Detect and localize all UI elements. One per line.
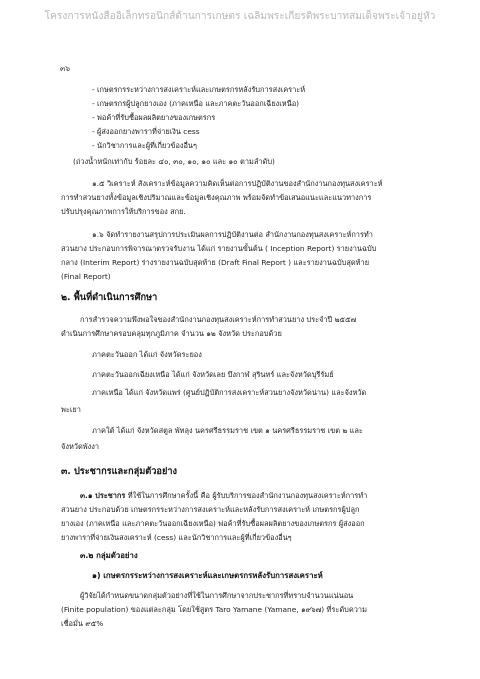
- paragraph-line: กลาง (Interim Report) ร่างรายงานฉบับสุดท้าย (Draft Final Report ) และรายงานฉบับสุดท้าย: [61, 258, 370, 267]
- paragraph-line: การสำรวจความพึงพอใจของสำนักงานกองทุนสงเคราะห์การทำสวนยาง ประจำปี ๒๕๕๗: [80, 315, 357, 324]
- paragraph-line: สวนยาง ประกอบด้วย เกษตรกรระหว่างการสงเคราะห์และหลังรับการสงเคราะห์ เกษตรกรผู้ปลูก: [61, 505, 360, 514]
- paragraph-line: สวนยาง ประกอบการพิจารณาตรวจรับงาน ได้แก่ รายงานขั้นต้น ( Inception Report) รายงานฉบับ: [61, 244, 377, 253]
- population-text: ที่ใช้ในการศึกษาครั้งนี้ คือ ผู้รับบริการของสำนักงานกองทุนสงเคราะห์การทำ: [125, 491, 368, 500]
- paragraph-line: ยางเอง (ภาคเหนือ และภาคตะวันออกเฉียงเหนือ) พ่อค้าที่รับซื้อผลผลิตยางของเกษตรกร ผู้ส่งออก: [61, 519, 365, 528]
- bullet-item: - เกษตรกรระหว่างการสงเคราะห์และเกษตรกรหลังรับการสงเคราะห์: [92, 85, 306, 94]
- bullet-item: - นักวิชาการและผู้ที่เกี่ยวข้องอื่นๆ: [92, 141, 197, 150]
- section-heading: ๓. ประชากรและกลุ่มตัวอย่าง: [61, 466, 177, 477]
- paragraph-line: (Finite population) ของแต่ละกลุ่ม โดยใช้สูตร Taro Yamane (Yamane, ๑๙๖๗) ที่ระดับความ: [61, 605, 367, 614]
- region-line: ภาคตะวันออกเฉียงเหนือ ได้แก่ จังหวัดเลย บึงกาฬ สุรินทร์ และจังหวัดบุรีรัมย์: [92, 370, 334, 379]
- region-line: ภาคเหนือ ได้แก่ จังหวัดแพร่ (ศูนย์ปฏิบัติการสงเคราะห์สวนยางจังหวัดน่าน) และจังหวัด: [92, 388, 367, 397]
- bullet-item: - ผู้ส่งออกยางพาราที่จ่ายเงิน cess: [92, 127, 200, 136]
- bullet-item: - พ่อค้าที่รับซื้อผลผลิตยางของเกษตรกร: [92, 113, 216, 122]
- subsection-heading: ๑) เกษตรกรระหว่างการสงเคราะห์และเกษตรกรหลังรับการสงเคราะห์: [92, 571, 323, 580]
- section-heading: ๒. พื้นที่ดำเนินการศึกษา: [61, 292, 158, 303]
- paragraph-line: ดำเนินการศึกษาครอบคลุมทุกภูมิภาค จำนวน ๑๒ จังหวัด ประกอบด้วย: [61, 329, 282, 338]
- paragraph-line: ยางพาราที่จ่ายเงินสงเคราะห์ (cess) และนักวิชาการและผู้ที่เกี่ยวข้องอื่นๆ: [61, 533, 292, 542]
- paragraph-line: การทำสวนยางทั้งข้อมูลเชิงปริมาณและข้อมูลเชิงคุณภาพ พร้อมจัดทำข้อเสนอแนะและแนวทางการ: [61, 193, 372, 202]
- page-header: โครงการหนังสืออิเล็กทรอนิกส์ด้านการเกษตร เฉลิมพระเกียรติพระบาทสมเด็จพระเจ้าอยู่หัว: [44, 11, 436, 22]
- paragraph-line: ปรับปรุงคุณภาพการให้บริการของ สกย.: [61, 207, 186, 216]
- region-line: พะเยา: [61, 405, 81, 414]
- paragraph-line: เชื่อมั่น ๙๕%: [61, 619, 104, 628]
- paragraph-line: (Final Report): [61, 272, 111, 281]
- paragraph-line: [80, 490, 367, 501]
- region-line: ภาคใต้ ได้แก่ จังหวัดสตูล พัทลุง นครศรีธรรมราช เขต ๑ นครศรีธรรมราช เขต ๒ และ: [92, 426, 363, 435]
- subsection-heading: ๓.๒ กลุ่มตัวอย่าง: [80, 551, 138, 560]
- paragraph-line: ๑.๖ จัดทำรายงานสรุปการประเมินผลการปฏิบัติงานต่อ สำนักงานกองทุนสงเคราะห์การทำ: [92, 230, 373, 239]
- region-line: ภาคตะวันออก ได้แก่ จังหวัดระยอง: [92, 350, 202, 359]
- page-number: ๓๖: [60, 64, 71, 73]
- paragraph-line: ๑.๕ วิเคราะห์ สังเคราะห์ข้อมูลความคิดเห็นต่อการปฏิบัติงานของสำนักงานกองทุนสงเคราะห์: [92, 179, 383, 188]
- weight-note: (ถ่วงน้ำหนักเท่ากับ ร้อยละ ๔๐, ๓๐, ๑๐, ๑๐ และ ๑๐ ตามลำดับ): [73, 157, 275, 166]
- population-label: ๓.๑ ประชากร: [80, 491, 126, 500]
- paragraph-line: ผู้วิจัยได้กำหนดขนาดกลุ่มตัวอย่างที่ใช้ในการศึกษาจากประชากรที่ทราบจำนวนแน่นอน: [80, 591, 354, 600]
- region-line: จังหวัดพังงา: [61, 442, 99, 451]
- bullet-item: - เกษตรกรผู้ปลูกยางเอง (ภาคเหนือ และภาคตะวันออกเฉียงเหนือ): [92, 99, 300, 108]
